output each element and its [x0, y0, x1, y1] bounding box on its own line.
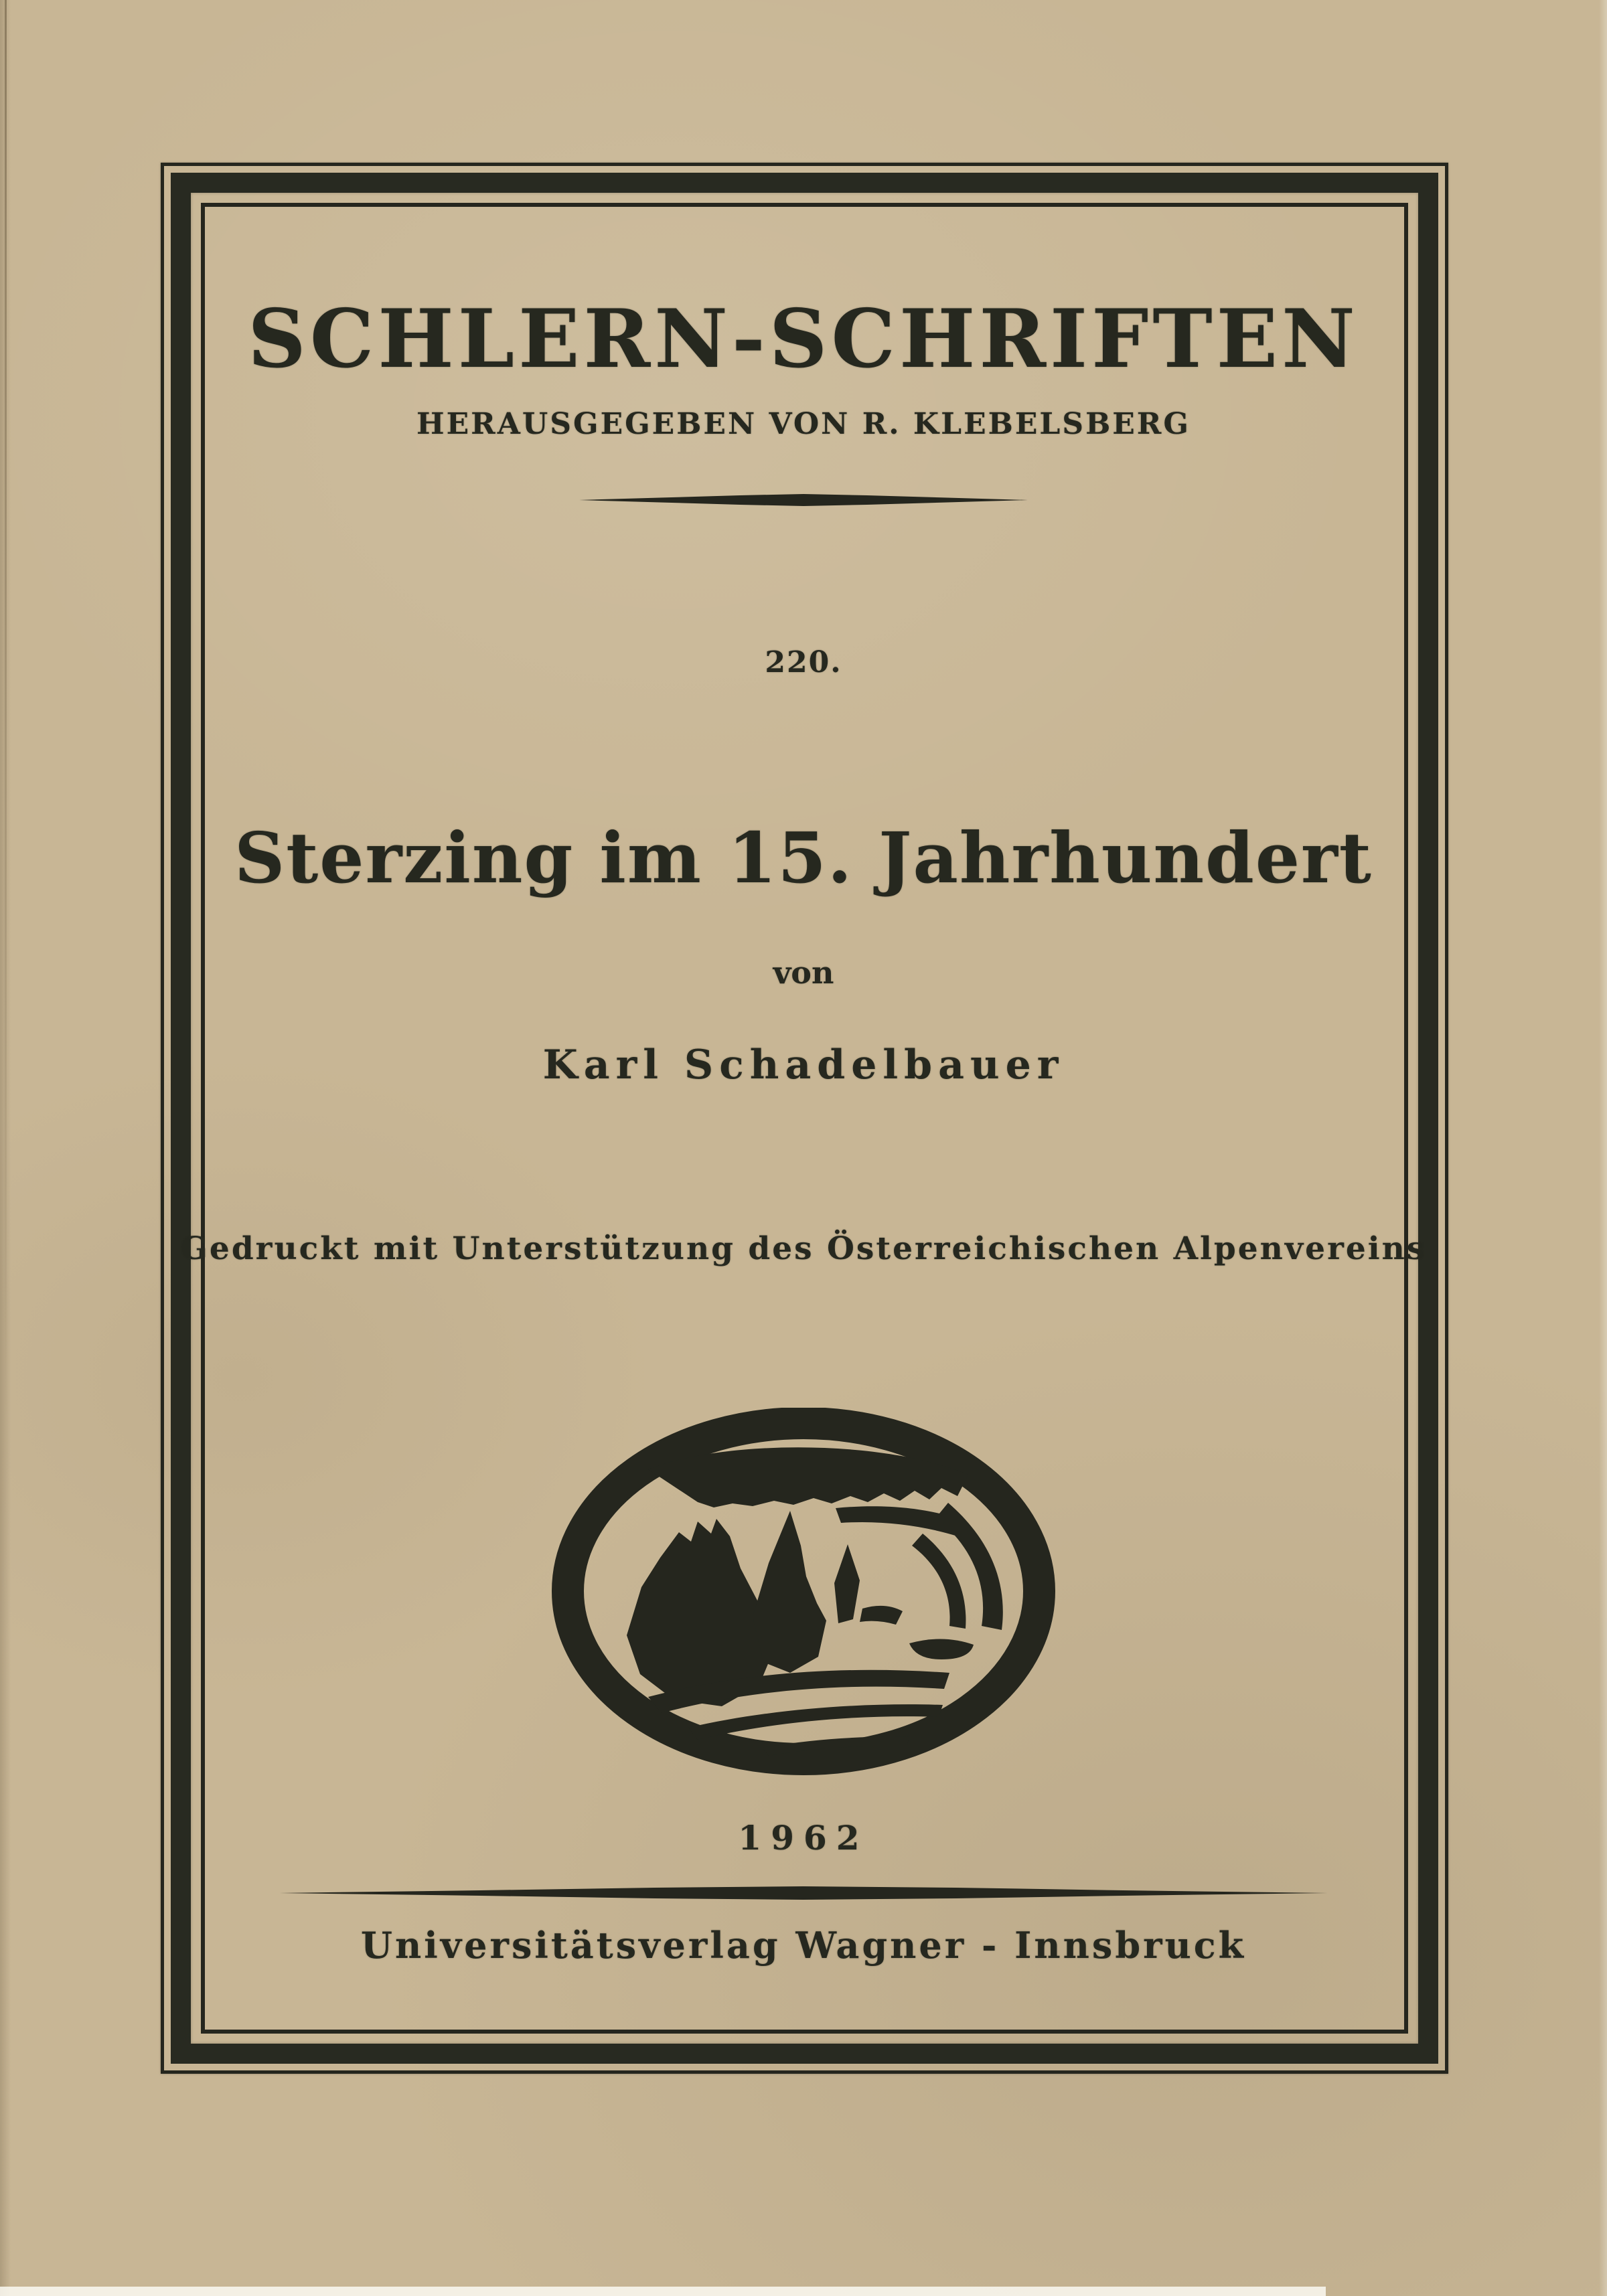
- series-title: SCHLERN-SCHRIFTEN: [248, 292, 1359, 386]
- scan-edge: [0, 2287, 1326, 2296]
- emblem-right-blob-1: [909, 1639, 974, 1659]
- support-note: Gedruckt mit Unterstützung des Österreichischen Alpenvereins: [180, 1230, 1427, 1267]
- author-name: Karl Schadelbauer: [542, 1042, 1065, 1088]
- page-title: Sterzing im 15. Jahrhundert: [234, 817, 1373, 899]
- tapered-rule-small: [579, 493, 1028, 509]
- schlern-mountain-emblem: [548, 1408, 1060, 1780]
- volume-number: 220.: [765, 645, 842, 679]
- border-frame-outer: [161, 163, 1448, 2074]
- emblem-side-spike: [834, 1544, 860, 1623]
- byline-prefix: von: [773, 955, 834, 991]
- page-crease: [5, 0, 7, 1424]
- tapered-rule-long: [280, 1886, 1328, 1903]
- publisher-imprint: Universitätsverlag Wagner - Innsbruck: [360, 1924, 1247, 1967]
- emblem-spire: [753, 1511, 826, 1673]
- series-editor-line: HERAUSGEGEBEN VON R. KLEBELSBERG: [416, 407, 1191, 441]
- emblem-right-arc-2: [912, 1534, 966, 1629]
- publication-year: 1962: [738, 1818, 869, 1858]
- border-frame-thick: [171, 173, 1438, 2064]
- emblem-right-blob-2: [860, 1606, 903, 1625]
